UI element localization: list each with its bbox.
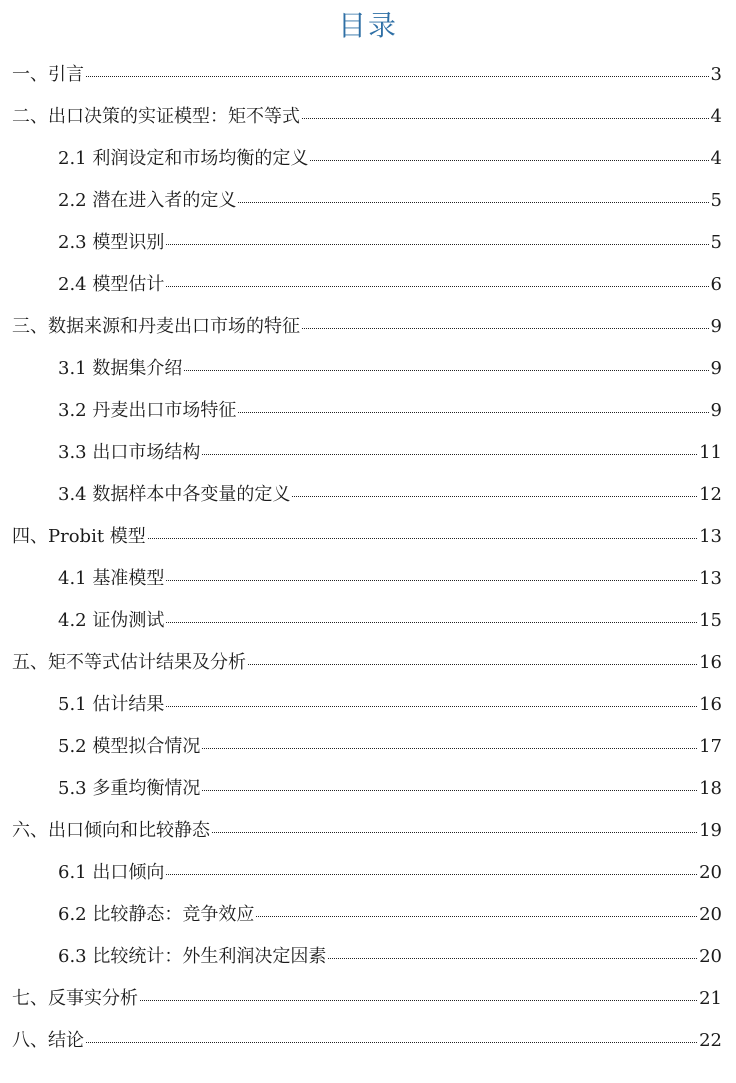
- toc-chapter-entry[interactable]: [0, 54, 736, 96]
- toc-chapter-entry[interactable]: [0, 516, 736, 558]
- table-of-contents: [0, 54, 736, 1062]
- toc-dot-leader: [248, 663, 697, 665]
- toc-dot-leader: [310, 159, 708, 161]
- toc-dot-leader: [202, 789, 697, 791]
- toc-entry-label: 4.2 证伪测试: [58, 610, 165, 631]
- toc-entry-label: 八、结论: [12, 1030, 84, 1051]
- toc-section-entry[interactable]: [0, 138, 736, 180]
- toc-page-number: 12: [699, 484, 722, 505]
- toc-entry-label: 二、出口决策的实证模型：矩不等式: [12, 106, 300, 127]
- toc-section-entry[interactable]: [0, 474, 736, 516]
- toc-entry-label: 2.3 模型识别: [58, 232, 165, 253]
- toc-page-number: 4: [710, 106, 722, 127]
- toc-entry-label: 七、反事实分析: [12, 988, 138, 1009]
- toc-section-entry[interactable]: [0, 600, 736, 642]
- toc-dot-leader: [86, 75, 709, 77]
- toc-section-entry[interactable]: [0, 222, 736, 264]
- toc-chapter-entry[interactable]: [0, 810, 736, 852]
- toc-dot-leader: [302, 327, 709, 329]
- toc-page-number: 6: [710, 274, 722, 295]
- toc-page-number: 4: [710, 148, 722, 169]
- toc-section-entry[interactable]: [0, 432, 736, 474]
- toc-entry-label: 2.2 潜在进入者的定义: [58, 190, 237, 211]
- toc-page-number: 11: [699, 442, 722, 463]
- toc-dot-leader: [238, 411, 708, 413]
- toc-page-number: 21: [699, 988, 722, 1009]
- toc-entry-label: 三、数据来源和丹麦出口市场的特征: [12, 316, 300, 337]
- toc-dot-leader: [202, 747, 697, 749]
- toc-chapter-entry[interactable]: [0, 306, 736, 348]
- toc-dot-leader: [140, 999, 697, 1001]
- toc-entry-label: 3.1 数据集介绍: [58, 358, 183, 379]
- toc-dot-leader: [166, 579, 697, 581]
- toc-dot-leader: [148, 537, 697, 539]
- toc-section-entry[interactable]: [0, 180, 736, 222]
- toc-page-number: 3: [710, 64, 722, 85]
- toc-page-number: 18: [699, 778, 722, 799]
- toc-section-entry[interactable]: [0, 558, 736, 600]
- toc-entry-label: 2.1 利润设定和市场均衡的定义: [58, 148, 309, 169]
- toc-section-entry[interactable]: [0, 348, 736, 390]
- toc-page-number: 13: [699, 526, 722, 547]
- toc-entry-label: 2.4 模型估计: [58, 274, 165, 295]
- toc-title: 目录: [337, 9, 398, 42]
- toc-entry-label: 3.2 丹麦出口市场特征: [58, 400, 237, 421]
- toc-dot-leader: [202, 453, 697, 455]
- toc-section-entry[interactable]: [0, 768, 736, 810]
- toc-chapter-entry[interactable]: [0, 1020, 736, 1062]
- toc-entry-label: 6.2 比较静态：竞争效应: [58, 904, 255, 925]
- toc-entry-label: 3.3 出口市场结构: [58, 442, 201, 463]
- toc-page-number: 9: [710, 400, 722, 421]
- toc-entry-label: 六、出口倾向和比较静态: [12, 820, 210, 841]
- toc-entry-label: 5.2 模型拟合情况: [58, 736, 201, 757]
- toc-entry-label: 6.1 出口倾向: [58, 862, 165, 883]
- toc-chapter-entry[interactable]: [0, 978, 736, 1020]
- toc-page-number: 16: [699, 652, 722, 673]
- toc-page-number: 17: [699, 736, 722, 757]
- toc-entry-label: 6.3 比较统计：外生利润决定因素: [58, 946, 327, 967]
- toc-entry-label: 3.4 数据样本中各变量的定义: [58, 484, 291, 505]
- toc-dot-leader: [238, 201, 708, 203]
- toc-chapter-entry[interactable]: [0, 96, 736, 138]
- toc-entry-label: 一、引言: [12, 64, 84, 85]
- toc-page-number: 20: [699, 904, 722, 925]
- toc-page-number: 16: [699, 694, 722, 715]
- toc-dot-leader: [212, 831, 697, 833]
- toc-page-number: 20: [699, 946, 722, 967]
- toc-page-number: 13: [699, 568, 722, 589]
- toc-dot-leader: [86, 1041, 697, 1043]
- toc-page-number: 15: [699, 610, 722, 631]
- toc-section-entry[interactable]: [0, 726, 736, 768]
- toc-dot-leader: [166, 873, 697, 875]
- toc-page-number: 9: [710, 316, 722, 337]
- toc-dot-leader: [166, 243, 708, 245]
- toc-section-entry[interactable]: [0, 936, 736, 978]
- toc-chapter-entry[interactable]: [0, 642, 736, 684]
- toc-dot-leader: [184, 369, 708, 371]
- toc-dot-leader: [292, 495, 697, 497]
- toc-page-number: 19: [699, 820, 722, 841]
- toc-page-number: 5: [710, 190, 722, 211]
- toc-section-entry[interactable]: [0, 684, 736, 726]
- toc-page-number: 20: [699, 862, 722, 883]
- toc-section-entry[interactable]: [0, 894, 736, 936]
- toc-section-entry[interactable]: [0, 852, 736, 894]
- toc-entry-label: 5.1 估计结果: [58, 694, 165, 715]
- toc-entry-label: 4.1 基准模型: [58, 568, 165, 589]
- toc-dot-leader: [328, 957, 697, 959]
- toc-dot-leader: [166, 621, 697, 623]
- toc-section-entry[interactable]: [0, 264, 736, 306]
- toc-entry-label: 5.3 多重均衡情况: [58, 778, 201, 799]
- toc-page-number: 5: [710, 232, 722, 253]
- toc-section-entry[interactable]: [0, 390, 736, 432]
- toc-dot-leader: [302, 117, 709, 119]
- toc-dot-leader: [166, 705, 697, 707]
- toc-entry-label: 四、Probit 模型: [12, 526, 146, 547]
- toc-page-number: 22: [699, 1030, 722, 1051]
- toc-entry-label: 五、矩不等式估计结果及分析: [12, 652, 246, 673]
- toc-dot-leader: [166, 285, 708, 287]
- toc-page-number: 9: [710, 358, 722, 379]
- toc-dot-leader: [256, 915, 697, 917]
